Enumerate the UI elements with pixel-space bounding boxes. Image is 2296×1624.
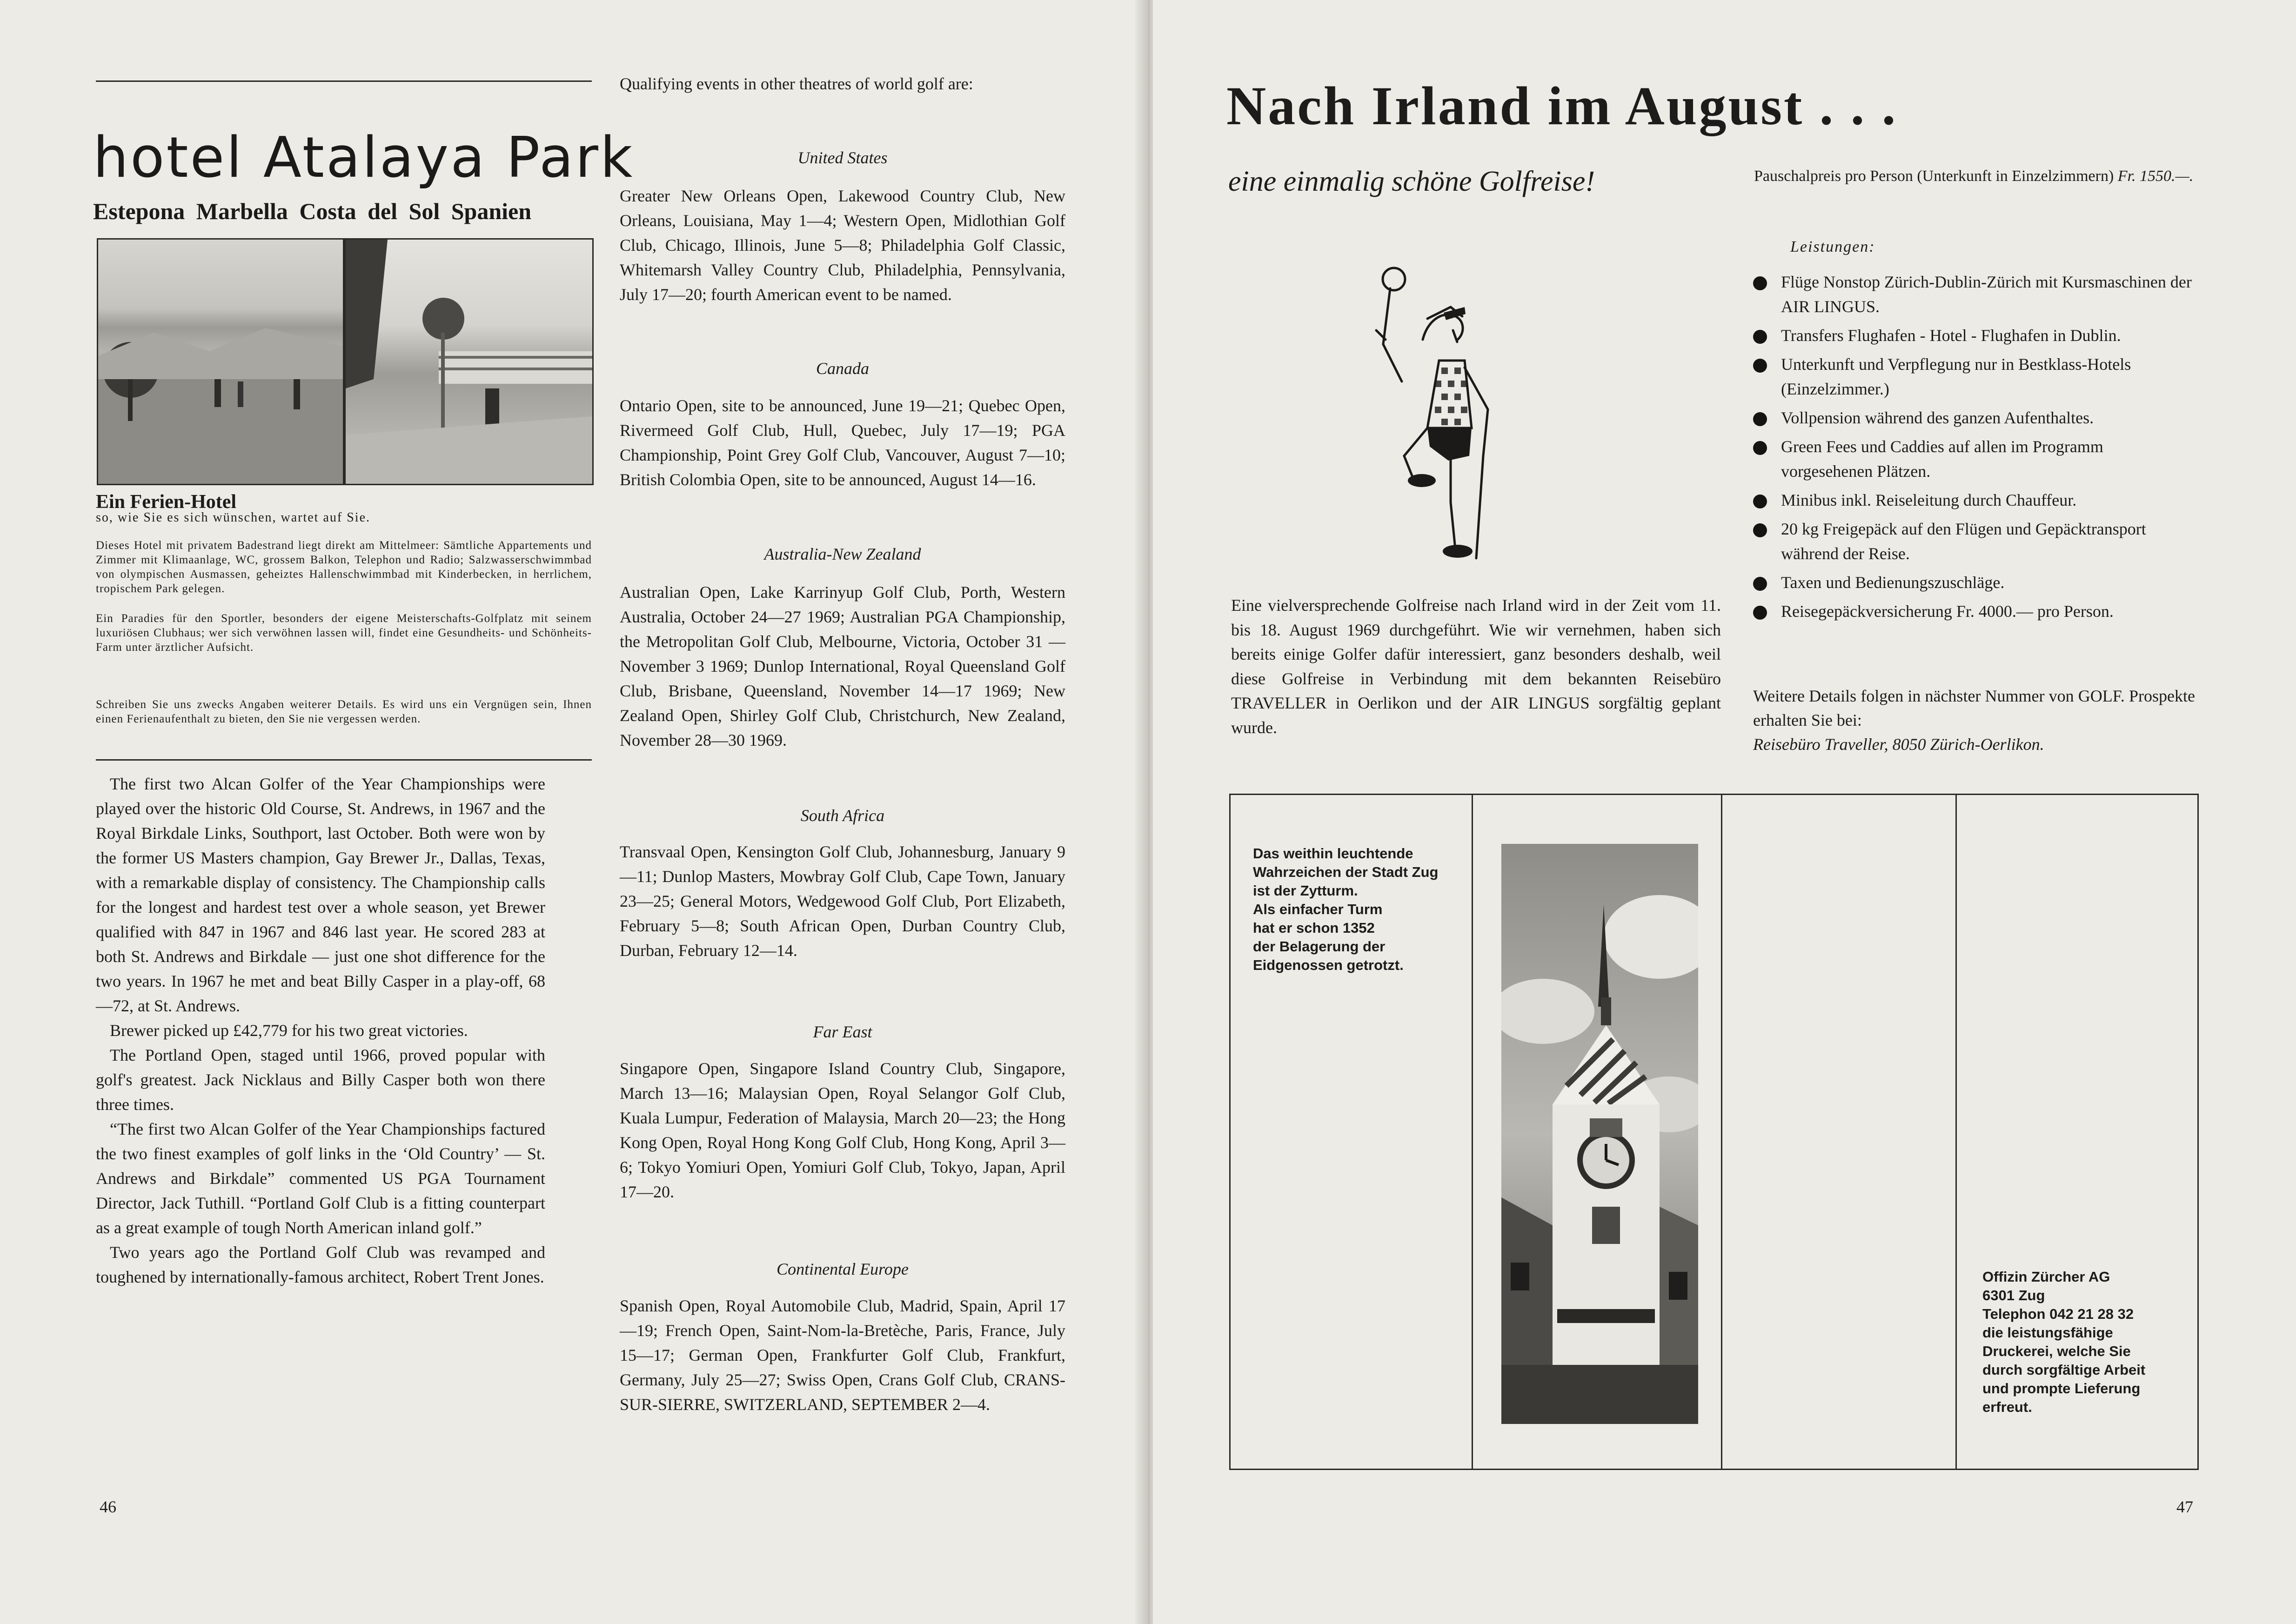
zytturm-tower-photo — [1501, 844, 1698, 1424]
ad-bottom-rule — [96, 759, 592, 761]
company-line: Druckerei, welche Sie — [1982, 1343, 2131, 1359]
details-text: Weitere Details folgen in nächster Nummer von GOLF. Prospekte erhalten Sie bei: — [1753, 687, 2195, 729]
region-events-text: Australian Open, Lake Karrinyup Golf Club, Porth, Western Australia, October 24—27 1969; Australian PGA Championship, the Metropolitan Golf Club, Melbourne, Victoria, October 31 — November 3 1969; Dunlop International, Royal Queensland Golf Club, Brisbane, Queensland, November 14—17 1969; New Zealand Open, Shirley Golf Club, Christchurch, New Zealand, November 28—30 1969. — [620, 583, 1065, 749]
hotel-locations: Estepona Marbella Costa del Sol Spanien — [93, 198, 532, 224]
region-heading: United States — [797, 148, 888, 167]
bullet-icon — [1753, 359, 1767, 373]
region-heading: South Africa — [800, 806, 885, 825]
service-text: Flüge Nonstop Zürich-Dublin-Zürich mit Kursmaschinen der AIR LINGUS. — [1781, 273, 2192, 316]
caption-line: Eidgenossen getrotzt. — [1253, 957, 1404, 973]
price-value: Fr. 1550.—. — [2117, 167, 2194, 185]
ad-divider — [1955, 795, 1957, 1469]
region-events-text: Greater New Orleans Open, Lakewood Country Club, New Orleans, Louisiana, May 1—4; Western Open, Midlothian Golf Club, Chicago, Illinois, June 5—8; Philadelphia Golf Classic, Whitemarsh Valley Country Club, Philadelphia, Pennsylvania, July 17—20; fourth American event to be named. — [620, 187, 1065, 304]
region-events — [620, 1056, 1065, 1204]
region-events — [620, 394, 1065, 492]
ad-divider — [1721, 795, 1722, 1469]
article-paragraph: The Portland Open, staged until 1966, proved popular with golf's greatest. Jack Nicklaus and Billy Casper both won there three times. — [96, 1046, 545, 1114]
article-paragraph: The first two Alcan Golfer of the Year Championships were played over the historic Old Course, St. Andrews, in 1967 and the Royal Birkdale Links, Southport, last October. Both were won by the former US Masters champion, Gay Brewer Jr., Dallas, Texas, with a remarkable display of consistency. The Championship calls for the longest and hardest test over a whole season, yet Brewer qualified with 847 in 1967 and 846 last year. He scored 283 at both St. Andrews and Birkdale — just one shot difference for the two years. In 1967 he met and beat Billy Casper in a play-off, 68—72, at St. Andrews. — [96, 775, 545, 1015]
region-events — [620, 184, 1065, 307]
region-heading: Continental Europe — [776, 1260, 909, 1278]
region-events — [620, 580, 1065, 753]
caption-line: der Belagerung der — [1253, 938, 1386, 955]
page-subtitle: eine einmalig schöne Golfreise! — [1228, 166, 1595, 197]
list-item — [1753, 406, 2195, 430]
golf-putting-photo — [97, 238, 344, 485]
hotel-headline: Ein Ferien-Hotel — [96, 491, 237, 513]
left-page — [0, 0, 1144, 1624]
print-shop-ad — [1229, 794, 2199, 1470]
golf-putting-scene — [98, 240, 343, 484]
article-paragraph: “The first two Alcan Golfer of the Year Championships factured the two finest examples of golf links in the ‘Old Country’ — St. Andrews and Birkdale” commented US PGA Tournament Director, Jack Tuthill. “Portland Golf Club is a fitting counterpart as a great example of tough North American inland golf.” — [96, 1120, 545, 1237]
hotel-pool-photo — [344, 238, 594, 485]
print-shop-address — [1982, 1268, 2145, 1417]
price-label: Pauschalpreis pro Person (Unterkunft in Einzelzimmern) — [1754, 167, 2114, 185]
article-paragraph: Two years ago the Portland Golf Club was revamped and toughened by internationally-famous architect, Robert Trent Jones. — [96, 1243, 545, 1286]
agency-text: Reisebüro Traveller, 8050 Zürich-Oerlikon. — [1753, 735, 2044, 754]
service-text: Transfers Flughafen - Hotel - Flughafen in Dublin. — [1781, 326, 2121, 345]
hotel-sportsman-text: Ein Paradies für den Sportler, besonders der eigene Meisterschafts-Golfplatz mit seinem luxuriösen Clubhaus; wer sich verwöhnen lassen will, findet eine Gesundheits- und Schönheits-Farm unter ärztlicher Aufsicht. — [96, 612, 592, 654]
hotel-pool-scene — [346, 240, 592, 484]
hotel-logo-title: hotel Atalaya Park — [93, 126, 635, 190]
bullet-icon — [1753, 330, 1767, 344]
region-heading: Canada — [816, 359, 869, 378]
region-heading: Australia-New Zealand — [764, 545, 921, 563]
list-item — [1753, 352, 2195, 401]
services-heading: Leistungen: — [1790, 238, 1875, 255]
intro-paragraph: Eine vielversprechende Golfreise nach Irland wird in der Zeit vom 11. bis 18. August 1969 durchgeführt. Wie wir vernehmen, haben sich bereits einige Golfer dafür interessiert, ganz besonders deshalb, weil diese Golfreise in Verbindung mit dem bekannten Reisebüro TRAVELLER in Oerlikon und der AIR LINGUS sorgfältig geplant wurde. — [1231, 596, 1721, 737]
list-item — [1753, 434, 2195, 484]
article-column-left — [96, 772, 545, 1290]
details-block — [1753, 684, 2195, 756]
page-title: Nach Irland im August . . . — [1226, 75, 1898, 136]
region-events — [620, 840, 1065, 963]
company-line: die leistungsfähige — [1982, 1324, 2113, 1341]
ad-divider — [1472, 795, 1473, 1469]
article-paragraph: Brewer picked up £42,779 for his two great victories. — [110, 1021, 468, 1040]
company-line: durch sorgfältige Arbeit — [1982, 1362, 2146, 1378]
top-rule — [96, 80, 592, 82]
service-text: Reisegepäckversicherung Fr. 4000.— pro Person. — [1781, 602, 2114, 621]
qualifying-intro — [620, 72, 1065, 96]
services-list — [1753, 270, 2195, 624]
list-item — [1753, 323, 2195, 348]
caption-line: Wahrzeichen der Stadt Zug — [1253, 864, 1439, 880]
golfer-cartoon-illustration — [1358, 261, 1506, 577]
service-text: Minibus inkl. Reiseleitung durch Chauffeur. — [1781, 491, 2077, 509]
company-line: erfreut. — [1982, 1399, 2032, 1415]
service-text: Green Fees und Caddies auf allen im Programm vorgesehenen Plätzen. — [1781, 437, 2103, 481]
company-line: 6301 Zug — [1982, 1287, 2045, 1303]
company-line: und prompte Lieferung — [1982, 1380, 2141, 1397]
region-events — [620, 1294, 1065, 1417]
region-events-text: Spanish Open, Royal Automobile Club, Madrid, Spain, April 17—19; French Open, Saint-Nom-la-Bretèche, Paris, France, July 15—17; German Open, Frankfurter Golf Club, Frankfurt, Germany, July 25—27; Swiss Open, Crans Golf Club, CRANS-SUR-SIERRE, SWITZERLAND, SEPTEMBER 2—4. — [620, 1297, 1065, 1414]
bullet-icon — [1753, 523, 1767, 537]
caption-line: hat er schon 1352 — [1253, 920, 1375, 936]
region-events-text: Transvaal Open, Kensington Golf Club, Johannesburg, January 9—11; Dunlop Masters, Mowbray Golf Club, Cape Town, January 23—25; General Motors, Wedgewood Golf Club, Port Elizabeth, February 5—8; South African Open, Durban Country Club, Durban, February 12—14. — [620, 842, 1065, 960]
right-page — [1153, 0, 2296, 1624]
service-text: Unterkunft und Verpflegung nur in Bestklass-Hotels (Einzelzimmer.) — [1781, 355, 2131, 398]
list-item — [1753, 570, 2195, 595]
hotel-description: Dieses Hotel mit privatem Badestrand liegt direkt am Mittelmeer: Sämtliche Appartements und Zimmer mit Klimaanlage, WC, grossem Balkon, Telephon und Radio; Salzwasserschwimmbad von olympischen Ausmassen, geheiztes Hallenschwimmbad mit Kinderbecken, in herrlichem, tropischem Park gelegen. — [96, 539, 592, 595]
company-line: Telephon 042 21 28 32 — [1982, 1306, 2134, 1322]
list-item — [1753, 488, 2195, 513]
bullet-icon — [1753, 495, 1767, 508]
service-text: Vollpension während des ganzen Aufenthaltes. — [1781, 408, 2094, 427]
tower-caption — [1253, 844, 1438, 975]
list-item — [1753, 517, 2195, 566]
page-number: 46 — [100, 1497, 116, 1516]
list-item — [1753, 270, 2195, 319]
service-text: 20 kg Freigepäck auf den Flügen und Gepäcktransport während der Reise. — [1781, 520, 2146, 563]
caption-line: Als einfacher Turm — [1253, 901, 1383, 917]
company-line: Offizin Zürcher AG — [1982, 1269, 2110, 1285]
bullet-icon — [1753, 441, 1767, 455]
qualifying-intro-text: Qualifying events in other theatres of world golf are: — [620, 74, 973, 93]
caption-line: ist der Zytturm. — [1253, 882, 1358, 899]
bullet-icon — [1753, 606, 1767, 620]
page-number: 47 — [2176, 1497, 2193, 1516]
region-events-text: Ontario Open, site to be announced, June 19—21; Quebec Open, Rivermeed Golf Club, Hull, Quebec, July 17—19; PGA Championship, Point Grey Golf Club, Vancouver, August 7—10; British Colombia Open, site to be announced, August 14—16. — [620, 396, 1065, 489]
region-heading: Far East — [813, 1023, 872, 1041]
hotel-contact-text: Schreiben Sie uns zwecks Angaben weiterer Details. Es wird uns ein Vergnügen sein, Ihnen einen Ferienaufenthalt zu bieten, den Sie nie vergessen werden. — [96, 698, 592, 725]
price-block — [1754, 165, 2196, 187]
bullet-icon — [1753, 276, 1767, 290]
bullet-icon — [1753, 412, 1767, 426]
hotel-subheadline: so, wie Sie es sich wünschen, wartet auf Sie. — [96, 510, 370, 525]
bullet-icon — [1753, 577, 1767, 591]
region-events-text: Singapore Open, Singapore Island Country Club, Singapore, March 13—16; Malaysian Open, Royal Selangor Golf Club, Kuala Lumpur, Federation of Malaysia, March 20—23; the Hong Kong Open, Royal Hong Kong Golf Club, Hong Kong, April 3—6; Tokyo Yomiuri Open, Yomiuri Golf Club, Tokyo, Japan, April 17—20. — [620, 1059, 1065, 1201]
caption-line: Das weithin leuchtende — [1253, 845, 1413, 862]
service-text: Taxen und Bedienungszuschläge. — [1781, 573, 2005, 592]
list-item — [1753, 599, 2195, 624]
